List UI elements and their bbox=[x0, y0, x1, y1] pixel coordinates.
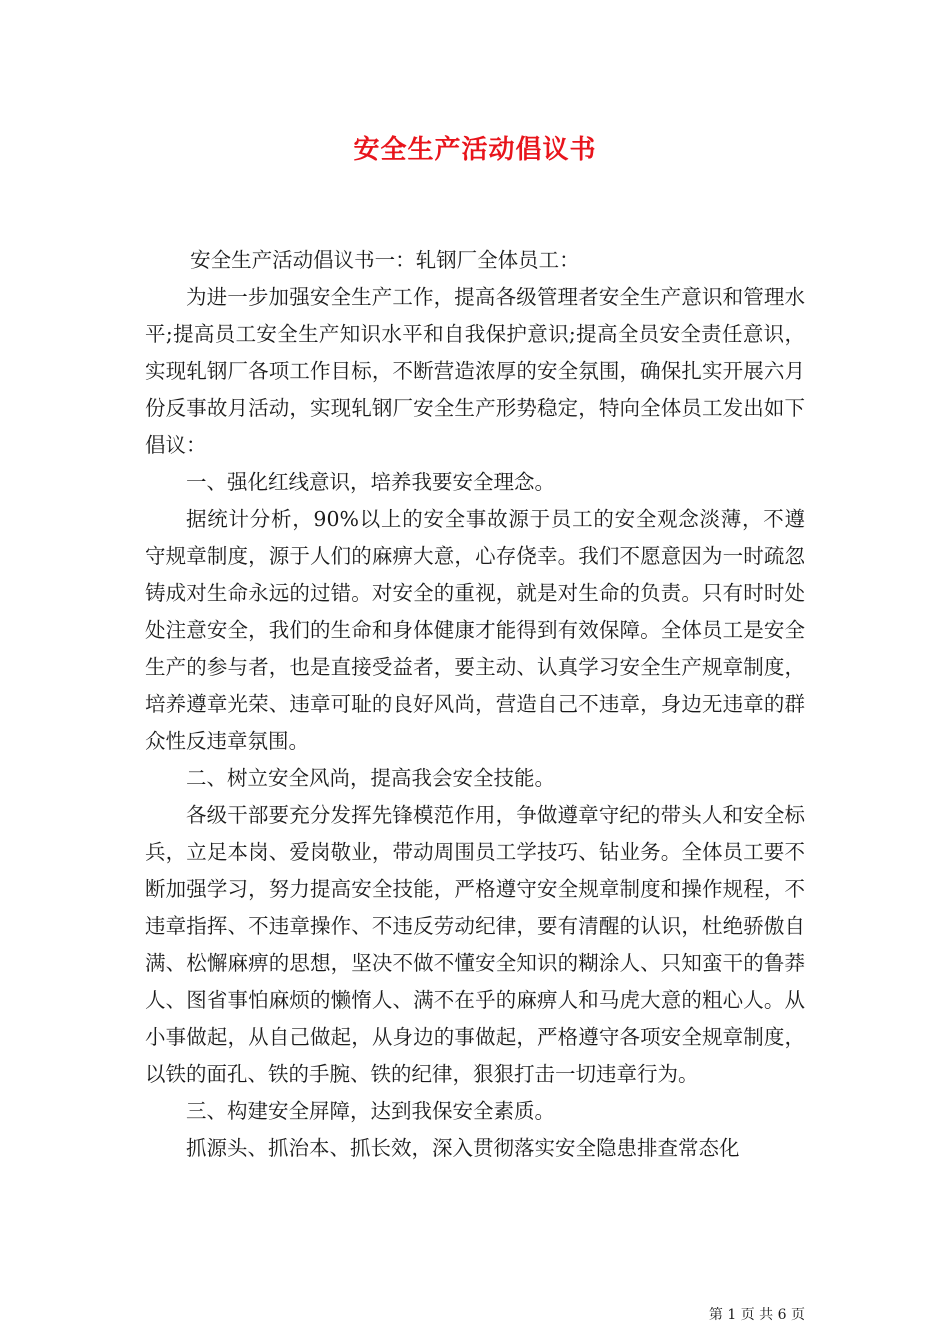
paragraph-section-2: 各级干部要充分发挥先锋模范作用，争做遵章守纪的带头人和安全标兵，立足本岗、爱岗敬业，带动周围员工学技巧、钻业务。全体员工要不断加强学习，努力提高安全技能，严格遵守安全规章制度和操作规程，不违章指挥、不违章操作、不违反劳动纪律，要有清醒的认识，杜绝骄傲自满、松懈麻痹的思想，坚决不做不懂安全知识的糊涂人、只知蛮干的鲁莽人、图省事怕麻烦的懒惰人、满不在乎的麻痹人和马虎大意的粗心人。从小事做起，从自己做起，从身边的事做起，严格遵守各项安全规章制度，以铁的面孔、铁的手腕、铁的纪律，狠狠打击一切违章行为。 bbox=[145, 803, 805, 1086]
section-heading-1: 一、强化红线意识，培养我要安全理念。 bbox=[186, 470, 555, 494]
document-body bbox=[145, 242, 805, 1167]
paragraph-intro: 为进一步加强安全生产工作，提高各级管理者安全生产意识和管理水平;提高员工安全生产知识水平和自我保护意识;提高全员安全责任意识，实现轧钢厂各项工作目标，不断营造浓厚的安全氛围，确保扎实开展六月份反事故月活动，实现轧钢厂安全生产形势稳定，特向全体员工发出如下倡议： bbox=[145, 285, 805, 457]
paragraph-section-3: 抓源头、抓治本、抓长效，深入贯彻落实安全隐患排查常态化 bbox=[186, 1136, 740, 1160]
section-heading-2: 二、树立安全风尚，提高我会安全技能。 bbox=[186, 766, 555, 790]
document-title: 安全生产活动倡议书 bbox=[353, 135, 597, 165]
paragraph-salutation: 安全生产活动倡议书一：轧钢厂全体员工： bbox=[190, 248, 580, 272]
paragraph-section-1: 据统计分析，90%以上的安全事故源于员工的安全观念淡薄，不遵守规章制度，源于人们的麻痹大意，心存侥幸。我们不愿意因为一时疏忽铸成对生命永远的过错。对安全的重视，就是对生命的负责。只有时时处处注意安全，我们的生命和身体健康才能得到有效保障。全体员工是安全生产的参与者，也是直接受益者，要主动、认真学习安全生产规章制度，培养遵章光荣、违章可耻的良好风尚，营造自己不违章，身边无违章的群众性反违章氛围。 bbox=[145, 507, 805, 753]
page-number: 第 1 页 共 6 页 bbox=[708, 1307, 805, 1323]
section-heading-3: 三、构建安全屏障，达到我保安全素质。 bbox=[186, 1099, 555, 1123]
